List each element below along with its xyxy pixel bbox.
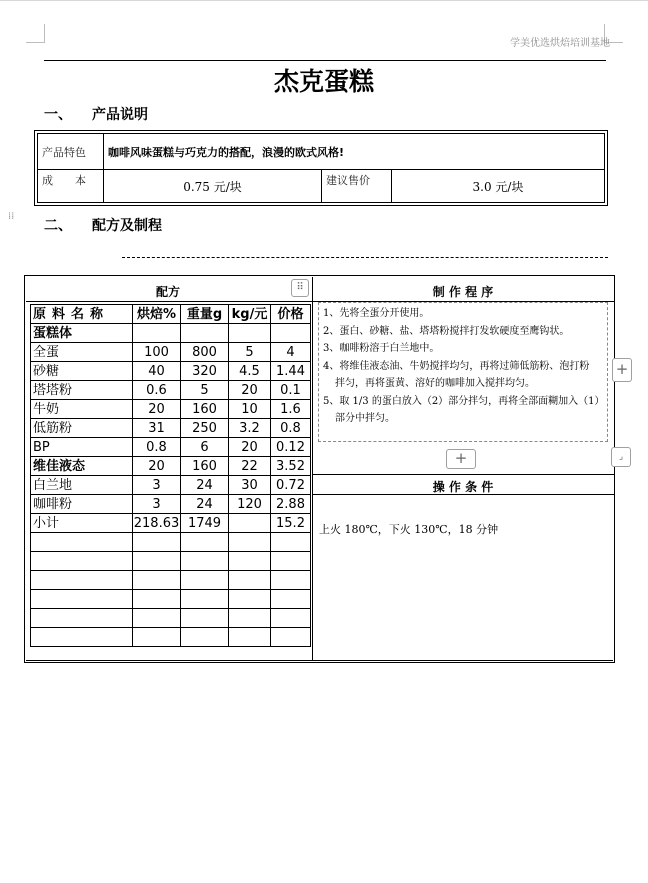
formula-row	[31, 476, 311, 495]
formula-value-cell	[271, 628, 311, 647]
formula-value-cell	[271, 590, 311, 609]
process-step-text: 3、咖啡粉溶于白兰地中。	[323, 343, 440, 354]
frame-bottom-rule	[26, 660, 613, 661]
formula-row	[31, 381, 311, 400]
formula-caption-rule	[26, 301, 312, 302]
formula-value-cell: 0.8	[271, 419, 311, 438]
section-number: 一、	[44, 107, 72, 123]
page-header-text: 学美优选烘焙培训基地	[510, 38, 610, 49]
table-move-handle-icon[interactable]: ⠿	[291, 279, 309, 297]
section-heading-formula	[44, 215, 162, 235]
formula-value-cell	[271, 609, 311, 628]
formula-value-cell: 250	[181, 419, 229, 438]
ingredient-name-cell	[31, 609, 133, 628]
ingredient-name-cell: 小计	[31, 514, 133, 533]
ingredient-name-cell	[31, 533, 133, 552]
process-step	[323, 323, 603, 341]
formula-value-cell: 100	[133, 343, 181, 362]
formula-header-cell: kg/元	[229, 305, 271, 324]
formula-value-cell	[181, 571, 229, 590]
formula-value-cell: 10	[229, 400, 271, 419]
section-title: 产品说明	[92, 107, 148, 123]
formula-value-cell: 22	[229, 457, 271, 476]
page-corner-mark-left	[26, 24, 45, 43]
conditions-caption: 操 作 条 件	[432, 480, 494, 494]
process-step	[323, 305, 603, 323]
formula-value-cell: 160	[181, 400, 229, 419]
formula-row	[31, 438, 311, 457]
formula-value-cell: 800	[181, 343, 229, 362]
formula-value-cell: 320	[181, 362, 229, 381]
process-steps	[318, 302, 608, 442]
formula-row	[31, 609, 311, 628]
formula-value-cell: 2.88	[271, 495, 311, 514]
formula-value-cell	[229, 552, 271, 571]
formula-value-cell	[229, 628, 271, 647]
formula-value-cell: 20	[133, 400, 181, 419]
table-resize-icon[interactable]: ⌟	[611, 447, 631, 467]
formula-value-cell	[229, 571, 271, 590]
process-step-continuation: 拌匀，再将蛋黄、溶好的咖啡加入搅拌均匀。	[335, 378, 535, 389]
formula-value-cell: 3.52	[271, 457, 311, 476]
cost-label: 成 本	[38, 170, 104, 203]
feature-value: 咖啡风味蛋糕与巧克力的搭配，浪漫的欧式风格!	[104, 134, 605, 170]
formula-value-cell: 6	[181, 438, 229, 457]
formula-row	[31, 628, 311, 647]
formula-value-cell: 40	[133, 362, 181, 381]
formula-value-cell: 4.5	[229, 362, 271, 381]
formula-value-cell: 0.8	[133, 438, 181, 457]
formula-value-cell: 24	[181, 495, 229, 514]
formula-value-cell	[181, 552, 229, 571]
formula-row	[31, 324, 311, 343]
formula-value-cell	[271, 324, 311, 343]
process-step-text: 4、将维佳液态油、牛奶搅拌均匀，再将过筛低筋粉、泡打粉	[323, 360, 590, 372]
add-column-plus-icon[interactable]: +	[612, 358, 632, 382]
process-step-text: 5、取 1/3 的蛋白放入（2）部分拌匀，再将全部面糊加入（1）	[323, 395, 605, 407]
ingredient-name-cell: 维佳液态	[31, 457, 133, 476]
formula-value-cell	[133, 324, 181, 343]
section-number: 二、	[44, 218, 72, 234]
formula-value-cell: 20	[229, 381, 271, 400]
formula-value-cell: 5	[181, 381, 229, 400]
formula-value-cell	[229, 324, 271, 343]
section-heading-product	[44, 104, 148, 124]
cost-value: 0.75 元/块	[104, 170, 322, 203]
price-value: 3.0 元/块	[392, 170, 605, 203]
formula-value-cell: 0.12	[271, 438, 311, 457]
formula-value-cell: 3.2	[229, 419, 271, 438]
dashed-separator	[122, 257, 608, 258]
product-table	[34, 130, 608, 206]
formula-row	[31, 552, 311, 571]
feature-label: 产品特色	[38, 134, 104, 170]
formula-value-cell: 20	[133, 457, 181, 476]
formula-row	[31, 533, 311, 552]
conditions-top-rule	[313, 474, 614, 475]
formula-value-cell	[229, 590, 271, 609]
formula-header-cell: 烘焙%	[133, 305, 181, 324]
formula-caption: 配方	[155, 285, 180, 299]
process-step-text: 1、先将全蛋分开使用。	[323, 308, 430, 319]
formula-row	[31, 343, 311, 362]
formula-value-cell	[229, 514, 271, 533]
price-label: 建议售价	[322, 170, 392, 203]
formula-value-cell	[181, 533, 229, 552]
formula-value-cell: 3	[133, 476, 181, 495]
formula-value-cell: 160	[181, 457, 229, 476]
formula-value-cell: 0.1	[271, 381, 311, 400]
formula-value-cell	[271, 571, 311, 590]
ingredient-name-cell	[31, 628, 133, 647]
formula-value-cell	[133, 552, 181, 571]
formula-value-cell	[133, 533, 181, 552]
formula-row	[31, 419, 311, 438]
ingredient-name-cell: 蛋糕体	[31, 324, 133, 343]
formula-row	[31, 457, 311, 476]
formula-value-cell	[181, 628, 229, 647]
formula-row	[31, 514, 311, 533]
formula-value-cell: 4	[271, 343, 311, 362]
ingredient-name-cell: BP	[31, 438, 133, 457]
process-step-continuation: 部分中拌匀。	[335, 413, 395, 424]
formula-row	[31, 571, 311, 590]
formula-value-cell: 3	[133, 495, 181, 514]
page-top-border	[0, 0, 648, 1]
ingredient-name-cell	[31, 552, 133, 571]
formula-value-cell: 1.44	[271, 362, 311, 381]
frame-column-divider	[312, 277, 313, 660]
formula-row	[31, 400, 311, 419]
ingredient-name-cell: 牛奶	[31, 400, 133, 419]
formula-value-cell: 30	[229, 476, 271, 495]
add-row-plus-icon[interactable]: +	[446, 449, 476, 469]
process-step	[323, 358, 603, 393]
formula-header-cell: 重量g	[181, 305, 229, 324]
process-step-text: 2、蛋白、砂糖、盐、塔塔粉搅拌打发软硬度至鹰钩状。	[323, 325, 570, 337]
section-title: 配方及制程	[92, 218, 162, 234]
document-title: 杰克蛋糕	[273, 67, 374, 96]
formula-row	[31, 362, 311, 381]
formula-header-cell: 价格	[271, 305, 311, 324]
ingredient-name-cell: 低筋粉	[31, 419, 133, 438]
ingredient-name-cell: 咖啡粉	[31, 495, 133, 514]
formula-value-cell	[181, 609, 229, 628]
formula-header-row	[31, 305, 311, 324]
formula-row	[31, 590, 311, 609]
formula-value-cell: 15.2	[271, 514, 311, 533]
ingredient-name-cell: 塔塔粉	[31, 381, 133, 400]
formula-value-cell	[133, 590, 181, 609]
formula-value-cell	[133, 628, 181, 647]
formula-value-cell: 1.6	[271, 400, 311, 419]
formula-value-cell: 218.63	[133, 515, 180, 531]
formula-value-cell: 120	[229, 495, 271, 514]
formula-value-cell	[271, 552, 311, 571]
paragraph-drag-handle-icon[interactable]: ⁞⁞	[8, 211, 15, 222]
formula-value-cell	[181, 324, 229, 343]
formula-value-cell: 24	[181, 476, 229, 495]
formula-value-cell: 5	[229, 343, 271, 362]
formula-value-cell	[181, 590, 229, 609]
formula-value-cell	[271, 533, 311, 552]
conditions-caption-rule	[313, 494, 614, 495]
formula-value-cell	[229, 609, 271, 628]
ingredient-name-cell: 全蛋	[31, 343, 133, 362]
process-step	[323, 393, 603, 428]
formula-value-cell	[133, 571, 181, 590]
ingredient-name-cell	[31, 590, 133, 609]
formula-value-cell	[229, 533, 271, 552]
ingredient-name-cell: 砂糖	[31, 362, 133, 381]
ingredient-name-cell	[31, 571, 133, 590]
formula-value-cell: 20	[229, 438, 271, 457]
formula-value-cell: 31	[133, 419, 181, 438]
formula-value-cell: 0.6	[133, 381, 181, 400]
formula-value-cell: 1749	[181, 514, 229, 533]
formula-header-cell: 原料名称	[31, 305, 133, 324]
formula-table	[30, 304, 311, 647]
process-caption: 制 作 程 序	[432, 285, 494, 299]
formula-row	[31, 495, 311, 514]
ingredient-name-cell: 白兰地	[31, 476, 133, 495]
formula-value-cell: 0.72	[271, 476, 311, 495]
conditions-text: 上火 180℃，下火 130℃，18 分钟	[319, 523, 499, 536]
process-step	[323, 340, 603, 358]
header-rule	[44, 60, 606, 61]
formula-value-cell	[133, 609, 181, 628]
